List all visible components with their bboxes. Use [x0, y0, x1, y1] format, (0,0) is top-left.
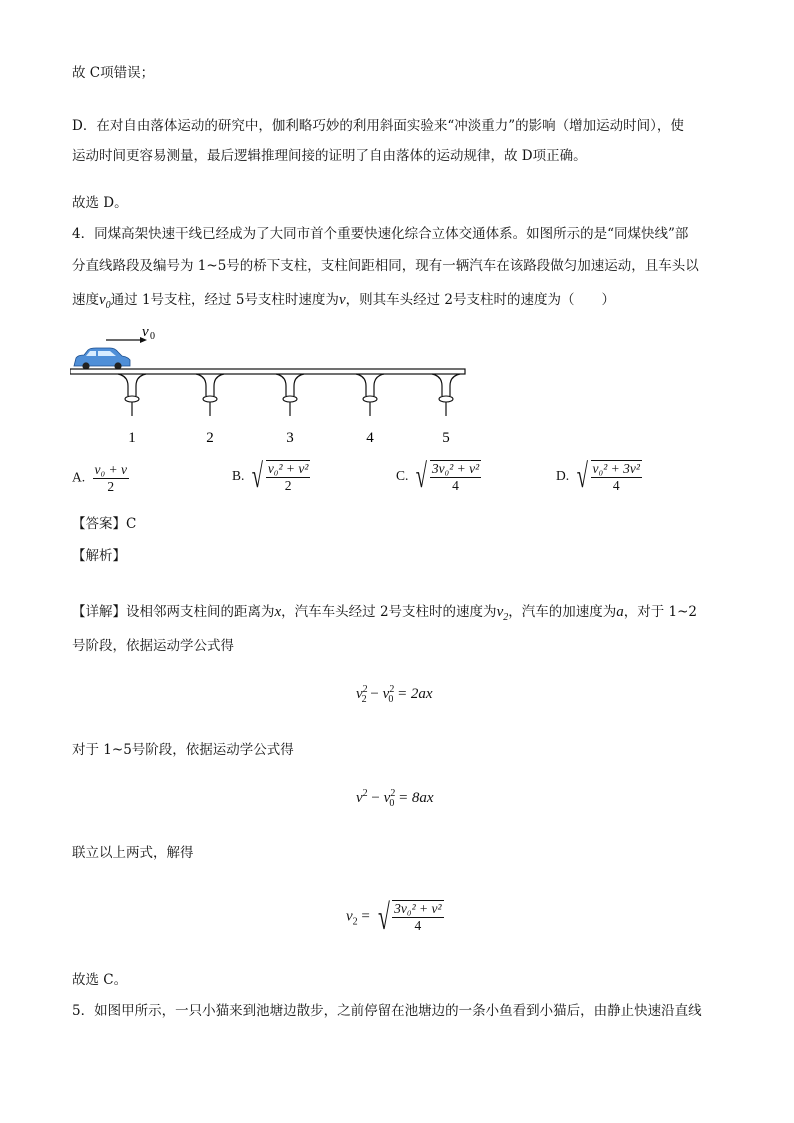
detail-line: 故选 C。	[72, 972, 128, 988]
text-line: D．在对自由落体运动的研究中，伽利略巧妙的利用斜面实验来“冲淡重力”的影响（增加运动时间），使	[72, 118, 684, 134]
option-fraction: $\frac{\text{v₀² + v²}}{2}$	[267, 461, 309, 493]
symbol-a: a	[616, 604, 624, 620]
symbol-x: x	[274, 604, 282, 620]
option-letter: A.	[72, 469, 86, 485]
pillar-base	[283, 396, 297, 402]
symbol-v0: $v_0$	[99, 292, 111, 311]
option-fraction: $\frac{\text{3v₀² + v²}}{4}$	[431, 461, 480, 493]
equation-1: $v^2_2 - v^2_0 = 2ax$	[356, 684, 433, 705]
pillar-label: 2	[206, 430, 214, 446]
answer-value: C	[126, 516, 137, 532]
pillar-base	[125, 396, 139, 402]
pillar	[356, 374, 384, 396]
option-a[interactable]	[72, 462, 129, 495]
answer-line	[72, 514, 732, 534]
question-4-line: 分直线路段及编号为 1~5号的桥下支柱，支柱间距相同，现有一辆汽车在该路段做匀加速运动，且车头以	[72, 258, 699, 274]
pillar-base	[439, 396, 453, 402]
bridge-deck	[70, 369, 465, 374]
text-line: 故 C项错误；	[72, 65, 155, 81]
text-fragment: ，汽车的加速度为	[508, 604, 617, 620]
text-fragment: ，汽车车头经过 2号支柱时的速度为	[281, 604, 497, 620]
velocity-label: v	[142, 324, 149, 340]
symbol-v: v	[338, 292, 346, 308]
sqrt-sign: √	[251, 458, 263, 495]
option-letter: D.	[556, 468, 570, 484]
detail-line	[72, 602, 732, 622]
question-4-line	[72, 290, 732, 310]
velocity-sub: 0	[150, 331, 155, 342]
sqrt-sign: √	[377, 897, 390, 937]
symbol-v2: $v_2$	[496, 604, 509, 623]
option-c[interactable]	[396, 458, 481, 496]
text-fragment: 通过 1号支柱，经过 5号支柱时速度为	[110, 292, 339, 308]
option-fraction: $\frac{\text{v₀² + 3v²}}{4}$	[592, 461, 640, 493]
pillar	[276, 374, 304, 396]
analysis-tag: 【解析】	[72, 548, 126, 564]
text-line: 故选 D。	[72, 195, 128, 211]
answer-tag: 【答案】	[72, 516, 126, 532]
pillar-label: 3	[286, 430, 294, 446]
question-4-line: 4．同煤高架快速干线已经成为了大同市首个重要快速化综合立体交通体系。如图所示的是“同煤快线”部	[72, 226, 689, 242]
option-letter: B.	[232, 468, 245, 484]
car-icon	[74, 348, 130, 370]
detail-line: 联立以上两式，解得	[72, 845, 194, 861]
pillar-label: 4	[366, 430, 374, 446]
pillar	[196, 374, 224, 396]
text-fragment: 速度	[72, 292, 99, 308]
pillar-label: 5	[442, 430, 450, 446]
pillar-base	[363, 396, 377, 402]
option-letter: C.	[396, 468, 409, 484]
option-d[interactable]	[556, 458, 642, 496]
text-fragment: ，对于 1~2	[623, 604, 698, 620]
equation-2: $v^2 - v^2_0 = 8ax$	[356, 788, 434, 809]
pillar-base	[203, 396, 217, 402]
text-line: 运动时间更容易测量，最后逻辑推理间接的证明了自由落体的运动规律，故 D项正确。	[72, 148, 587, 164]
sqrt-sign: √	[415, 458, 427, 495]
question-5-line: 5．如图甲所示，一只小猫来到池塘边散步，之前停留在池塘边的一条小鱼看到小猫后，由静止快速沿直线	[72, 1003, 702, 1019]
text-fragment: ，则其车头经过 2号支柱时的速度为（ ）	[345, 292, 615, 308]
detail-line: 号阶段，依据运动学公式得	[72, 638, 234, 654]
text-fragment: 设相邻两支柱间的距离为	[126, 604, 275, 620]
option-fraction: $\frac{\text{v₀ + v}}{2}$	[94, 462, 128, 494]
pillar-label: 1	[128, 430, 136, 446]
detail-line: 对于 1~5号阶段，依据运动学公式得	[72, 742, 294, 758]
bridge-figure	[70, 318, 470, 448]
option-b[interactable]	[232, 458, 310, 496]
pillar	[432, 374, 460, 396]
pillar	[118, 374, 146, 396]
equation-3: $v_2$ = √ $\frac{\text{3v₀² + v²}}{4}$	[346, 897, 442, 937]
sqrt-sign: √	[576, 458, 588, 495]
detail-tag: 【详解】	[72, 604, 126, 620]
